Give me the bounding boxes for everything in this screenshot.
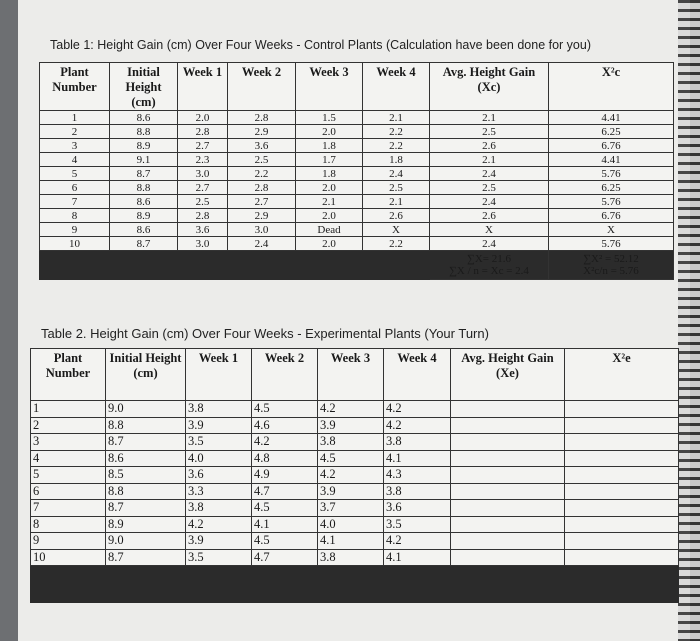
sum-x-squared-text: ∑X² = 52.12	[583, 253, 639, 265]
week-3-cell: 4.0	[318, 516, 384, 533]
week-1-cell: 2.0	[178, 111, 228, 125]
chi-square-input-cell[interactable]	[565, 500, 679, 517]
initial-height-cell: 8.9	[110, 139, 178, 153]
week-1-cell: 4.0	[186, 450, 252, 467]
chi-square-cell: 4.41	[549, 111, 674, 125]
week-2-cell: 4.2	[252, 434, 318, 451]
table2-caption: Table 2. Height Gain (cm) Over Four Weeks - Experimental Plants (Your Turn)	[41, 326, 489, 341]
plant-number-cell: 4	[40, 153, 110, 167]
week-3-cell: 2.0	[296, 125, 363, 139]
table-row	[31, 500, 679, 517]
chi-square-cell: 5.76	[549, 195, 674, 209]
week-2-cell: 2.7	[228, 195, 296, 209]
avg-height-gain-cell: 2.5	[430, 181, 549, 195]
table-row	[31, 401, 679, 418]
chi-square-cell: 6.25	[549, 181, 674, 195]
avg-height-gain-input-cell[interactable]	[451, 533, 565, 550]
table-row	[40, 237, 674, 251]
week-1-cell: 3.8	[186, 500, 252, 517]
avg-height-gain-input-cell[interactable]	[451, 516, 565, 533]
week-2-cell: 4.9	[252, 467, 318, 484]
week-1-cell: 2.5	[178, 195, 228, 209]
header-plant-number: Plant Number	[40, 63, 110, 111]
week-2-cell: 4.5	[252, 401, 318, 418]
week-4-cell: 2.4	[363, 167, 430, 181]
plant-number-cell: 7	[31, 500, 106, 517]
week-4-cell: 2.6	[363, 209, 430, 223]
initial-height-cell: 8.5	[106, 467, 186, 484]
week-3-cell: 3.7	[318, 500, 384, 517]
chi-square-input-cell[interactable]	[565, 401, 679, 418]
chi-square-input-cell[interactable]	[565, 417, 679, 434]
week-4-cell: 4.2	[384, 401, 451, 418]
plant-number-cell: 3	[40, 139, 110, 153]
table-row	[31, 533, 679, 550]
table-row	[40, 111, 674, 125]
plant-number-cell: 7	[40, 195, 110, 209]
summary-row	[31, 566, 679, 603]
initial-height-cell: 8.8	[106, 417, 186, 434]
avg-height-gain-cell: 2.6	[430, 209, 549, 223]
week-3-cell: 2.0	[296, 209, 363, 223]
initial-height-cell: 8.7	[110, 167, 178, 181]
summary-row	[40, 251, 674, 280]
header-week-4: Week 4	[363, 63, 430, 111]
table-row	[40, 195, 674, 209]
initial-height-cell: 9.0	[106, 533, 186, 550]
week-3-cell: 3.8	[318, 434, 384, 451]
week-1-cell: 2.7	[178, 139, 228, 153]
week-4-cell: 4.1	[384, 549, 451, 566]
chi-square-cell: 5.76	[549, 237, 674, 251]
plant-number-cell: 3	[31, 434, 106, 451]
week-1-cell: 3.5	[186, 549, 252, 566]
avg-height-gain-input-cell[interactable]	[451, 434, 565, 451]
plant-number-cell: 8	[40, 209, 110, 223]
table-row	[40, 125, 674, 139]
plant-number-cell: 1	[31, 401, 106, 418]
table-row	[31, 483, 679, 500]
avg-height-gain-cell: 2.4	[430, 167, 549, 181]
table-row	[40, 139, 674, 153]
week-1-cell: 2.3	[178, 153, 228, 167]
week-4-cell: 3.5	[384, 516, 451, 533]
week-3-cell: 1.5	[296, 111, 363, 125]
initial-height-cell: 8.8	[110, 181, 178, 195]
header-initial-height: Initial Height (cm)	[110, 63, 178, 111]
table1-caption: Table 1: Height Gain (cm) Over Four Weeks - Control Plants (Calculation have been done for you)	[50, 38, 591, 52]
initial-height-cell: 8.8	[110, 125, 178, 139]
chi-square-cell: 6.25	[549, 125, 674, 139]
week-1-cell: 3.6	[186, 467, 252, 484]
plant-number-cell: 4	[31, 450, 106, 467]
plant-number-cell: 2	[31, 417, 106, 434]
week-3-cell: 4.1	[318, 533, 384, 550]
week-4-cell: 3.6	[384, 500, 451, 517]
week-4-cell: 4.1	[384, 450, 451, 467]
week-1-cell: 3.9	[186, 417, 252, 434]
table-row	[31, 467, 679, 484]
header-initial-height: Initial Height (cm)	[106, 349, 186, 401]
header-plant-number: Plant Number	[31, 349, 106, 401]
chi-square-cell: 6.76	[549, 139, 674, 153]
week-3-cell: 2.0	[296, 181, 363, 195]
week-4-cell: 1.8	[363, 153, 430, 167]
header-week-2: Week 2	[228, 63, 296, 111]
initial-height-cell: 8.7	[106, 434, 186, 451]
week-2-cell: 3.6	[228, 139, 296, 153]
initial-height-cell: 8.7	[106, 549, 186, 566]
initial-height-cell: 8.6	[106, 450, 186, 467]
chi-square-input-cell[interactable]	[565, 434, 679, 451]
week-2-cell: 4.7	[252, 483, 318, 500]
initial-height-cell: 8.6	[110, 223, 178, 237]
week-2-cell: 4.5	[252, 533, 318, 550]
plant-number-cell: 5	[31, 467, 106, 484]
control-plants-table	[39, 62, 674, 280]
header-week-1: Week 1	[186, 349, 252, 401]
week-3-cell: 3.8	[318, 549, 384, 566]
week-2-cell: 4.5	[252, 500, 318, 517]
avg-height-gain-cell: 2.4	[430, 195, 549, 209]
plant-number-cell: 8	[31, 516, 106, 533]
week-3-cell: 1.8	[296, 167, 363, 181]
initial-height-cell: 8.8	[106, 483, 186, 500]
chi-square-cell: 6.76	[549, 209, 674, 223]
week-4-cell: 3.8	[384, 434, 451, 451]
header-week-3: Week 3	[318, 349, 384, 401]
chi-square-input-cell[interactable]	[565, 516, 679, 533]
week-3-cell: 2.0	[296, 237, 363, 251]
week-4-cell: 2.2	[363, 139, 430, 153]
plant-number-cell: 6	[31, 483, 106, 500]
avg-height-gain-cell: 2.6	[430, 139, 549, 153]
initial-height-cell: 8.6	[110, 111, 178, 125]
week-3-cell: 1.8	[296, 139, 363, 153]
avg-sum-cell	[430, 251, 549, 280]
plant-number-cell: 9	[40, 223, 110, 237]
avg-height-gain-input-cell[interactable]	[451, 417, 565, 434]
week-4-cell: 2.2	[363, 125, 430, 139]
week-4-cell: 3.8	[384, 483, 451, 500]
chi-square-input-cell[interactable]	[565, 467, 679, 484]
week-1-cell: 3.5	[186, 434, 252, 451]
week-1-cell: 2.7	[178, 181, 228, 195]
week-1-cell: 3.0	[178, 167, 228, 181]
week-2-cell: 2.9	[228, 209, 296, 223]
experimental-plants-table	[30, 348, 679, 603]
week-4-cell: 4.3	[384, 467, 451, 484]
initial-height-cell: 8.7	[106, 500, 186, 517]
chi-square-input-cell[interactable]	[565, 549, 679, 566]
chi-square-cell: 4.41	[549, 153, 674, 167]
week-2-cell: 3.0	[228, 223, 296, 237]
plant-number-cell: 10	[40, 237, 110, 251]
initial-height-cell: 9.1	[110, 153, 178, 167]
week-3-cell: 4.2	[318, 467, 384, 484]
week-2-cell: 2.2	[228, 167, 296, 181]
plant-number-cell: 2	[40, 125, 110, 139]
week-4-cell: 4.2	[384, 417, 451, 434]
header-chi-square: X²c	[549, 63, 674, 111]
week-1-cell: 3.6	[178, 223, 228, 237]
table-row	[31, 549, 679, 566]
chi-square-input-cell[interactable]	[565, 533, 679, 550]
week-3-cell: 1.7	[296, 153, 363, 167]
chi-mean-text: X²c/n = 5.76	[583, 265, 639, 277]
avg-height-gain-cell: 2.4	[430, 237, 549, 251]
chi-square-cell: X	[549, 223, 674, 237]
initial-height-cell: 8.7	[110, 237, 178, 251]
header-avg-height-gain: Avg. Height Gain (Xe)	[451, 349, 565, 401]
initial-height-cell: 8.6	[110, 195, 178, 209]
week-3-cell: 3.9	[318, 417, 384, 434]
avg-height-gain-cell: X	[430, 223, 549, 237]
week-1-cell: 2.8	[178, 209, 228, 223]
table-row	[40, 167, 674, 181]
header-week-4: Week 4	[384, 349, 451, 401]
chi-sum-cell	[549, 251, 674, 280]
table-row	[31, 417, 679, 434]
week-4-cell: 2.1	[363, 195, 430, 209]
week-2-cell: 4.1	[252, 516, 318, 533]
initial-height-cell: 8.9	[106, 516, 186, 533]
week-4-cell: 2.2	[363, 237, 430, 251]
table-row	[31, 516, 679, 533]
chi-square-input-cell[interactable]	[565, 450, 679, 467]
table-row	[31, 450, 679, 467]
avg-height-gain-input-cell[interactable]	[451, 549, 565, 566]
table-row	[31, 434, 679, 451]
week-1-cell: 4.2	[186, 516, 252, 533]
avg-height-gain-cell: 2.5	[430, 125, 549, 139]
plant-number-cell: 1	[40, 111, 110, 125]
table-row	[40, 181, 674, 195]
header-week-2: Week 2	[252, 349, 318, 401]
week-1-cell: 3.0	[178, 237, 228, 251]
avg-height-gain-cell: 2.1	[430, 153, 549, 167]
plant-number-cell: 9	[31, 533, 106, 550]
week-3-cell: 4.2	[318, 401, 384, 418]
week-1-cell: 2.8	[178, 125, 228, 139]
header-week-1: Week 1	[178, 63, 228, 111]
week-1-cell: 3.9	[186, 533, 252, 550]
shaded-area	[40, 251, 430, 280]
week-1-cell: 3.3	[186, 483, 252, 500]
plant-number-cell: 10	[31, 549, 106, 566]
week-3-cell: 4.5	[318, 450, 384, 467]
week-2-cell: 2.4	[228, 237, 296, 251]
chi-square-cell: 5.76	[549, 167, 674, 181]
avg-height-gain-input-cell[interactable]	[451, 401, 565, 418]
week-2-cell: 2.5	[228, 153, 296, 167]
avg-height-gain-input-cell[interactable]	[451, 450, 565, 467]
week-2-cell: 4.7	[252, 549, 318, 566]
week-4-cell: 2.1	[363, 111, 430, 125]
plant-number-cell: 5	[40, 167, 110, 181]
header-week-3: Week 3	[296, 63, 363, 111]
week-4-cell: 2.5	[363, 181, 430, 195]
week-1-cell: 3.8	[186, 401, 252, 418]
week-3-cell: 2.1	[296, 195, 363, 209]
week-4-cell: 4.2	[384, 533, 451, 550]
avg-height-gain-input-cell[interactable]	[451, 500, 565, 517]
plant-number-cell: 6	[40, 181, 110, 195]
shaded-area	[31, 566, 679, 603]
mean-xc-text: ∑X / n = Xc = 2.4	[449, 265, 529, 277]
initial-height-cell: 9.0	[106, 401, 186, 418]
initial-height-cell: 8.9	[110, 209, 178, 223]
avg-height-gain-input-cell[interactable]	[451, 483, 565, 500]
header-avg-height-gain: Avg. Height Gain (Xc)	[430, 63, 549, 111]
week-3-cell: Dead	[296, 223, 363, 237]
week-4-cell: X	[363, 223, 430, 237]
table-row	[40, 153, 674, 167]
spiral-binding	[678, 0, 700, 641]
avg-height-gain-cell: 2.1	[430, 111, 549, 125]
table-row	[40, 223, 674, 237]
week-3-cell: 3.9	[318, 483, 384, 500]
header-chi-square: X²e	[565, 349, 679, 401]
week-2-cell: 2.8	[228, 181, 296, 195]
chi-square-input-cell[interactable]	[565, 483, 679, 500]
week-2-cell: 2.8	[228, 111, 296, 125]
avg-height-gain-input-cell[interactable]	[451, 467, 565, 484]
week-2-cell: 4.6	[252, 417, 318, 434]
sum-x-text: ∑X= 21.6	[467, 253, 511, 265]
week-2-cell: 2.9	[228, 125, 296, 139]
week-2-cell: 4.8	[252, 450, 318, 467]
table-row	[40, 209, 674, 223]
